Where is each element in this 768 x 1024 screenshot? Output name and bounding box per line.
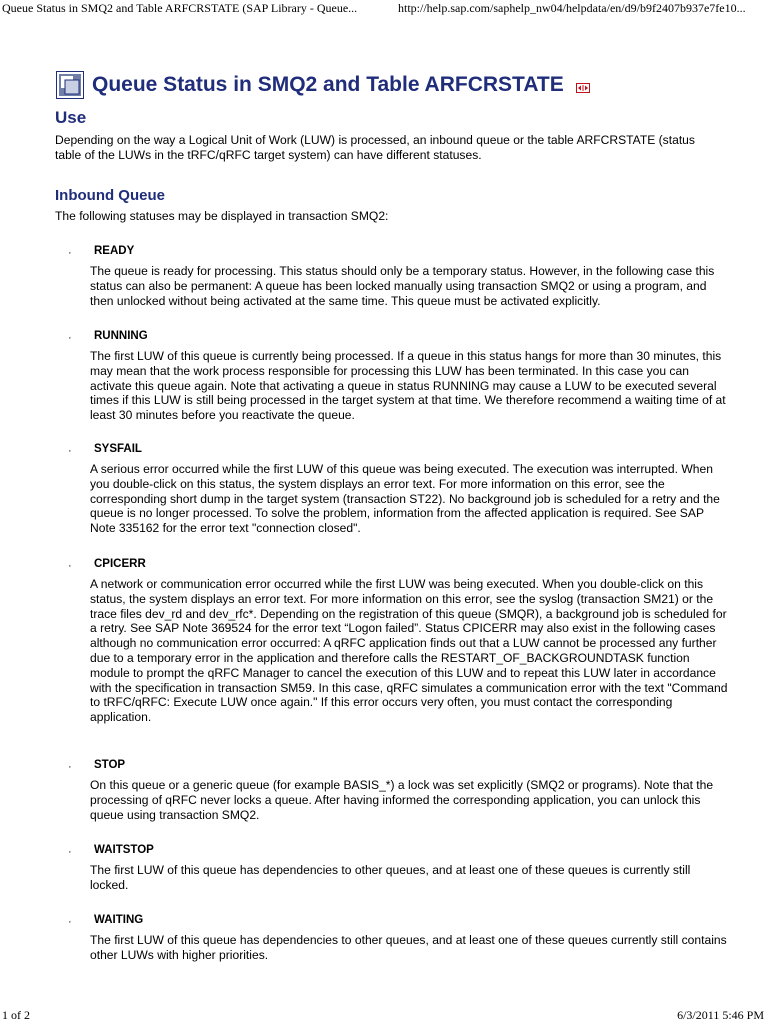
status-name: READY [94, 245, 135, 257]
print-datetime: 6/3/2011 5:46 PM [677, 1008, 764, 1022]
inbound-queue-heading: Inbound Queue [55, 187, 165, 204]
status-name: WAITSTOP [94, 844, 154, 856]
status-description: The queue is ready for processing. This status should only be a temporary status. However, in the following case this status can also be permanent: A queue has been locked manually using transaction SMQ2 or using a program, and then unlocked without being activated at the same time. This queue must be activated explicitly. [90, 264, 715, 308]
page-number: 1 of 2 [2, 1008, 30, 1022]
bullet: · [68, 846, 72, 858]
bullet: · [68, 247, 72, 259]
status-description: A serious error occurred while the first LUW of this queue was being executed. The execution was interrupted. When you double-click on this status, the system displays an error text. For more information on this error, see the corresponding short dump in the target system (transaction ST22). No background job is scheduled for a retry and the queue is no longer processed. To solve the problem, information from the affected application is required. See SAP Note 335162 for the error text "connection closed". [90, 462, 720, 536]
page-title-row [56, 68, 590, 102]
bullet: · [68, 560, 72, 572]
use-heading: Use [55, 108, 87, 127]
document-icon [56, 71, 84, 99]
status-name: WAITING [94, 914, 144, 926]
bullet: · [68, 916, 72, 928]
bullet: · [68, 445, 72, 457]
status-name: RUNNING [94, 330, 148, 342]
bullet: · [68, 761, 72, 773]
status-description: The first LUW of this queue has dependencies to other queues, and at least one of these queues currently still contains other LUWs with higher priorities. [90, 933, 727, 962]
status-description: The first LUW of this queue is currently being processed. If a queue in this status hangs for more than 30 minutes, this may mean that the work process responsible for processing this LUW has been terminated. In this case you can activate this queue again. Note that activating a queue in status RUNNING may cause a LUW to be executed several times if this LUW is still being processed in the target system at that time. We therefore recommend a waiting time of at least 30 minutes before you reactivate the queue. [90, 349, 726, 423]
page-title: Queue Status in SMQ2 and Table ARFCRSTATE [92, 73, 564, 96]
status-description: On this queue or a generic queue (for example BASIS_*) a lock was set explicitly (SMQ2 or programs). Note that the processing of qRFC never locks a queue. After having informed the corresponding application, you can unlock this queue using transaction SMQ2. [90, 778, 714, 822]
use-paragraph: Depending on the way a Logical Unit of Work (LUW) is processed, an inbound queue or the table ARFCRSTATE (status table of the LUWs in the tRFC/qRFC target system) can have different statuses. [55, 133, 695, 162]
bullet: · [68, 332, 72, 344]
status-description: The first LUW of this queue has dependencies to other queues, and at least one of these queues is currently still locked. [90, 863, 691, 892]
status-description: A network or communication error occurred while the first LUW was being executed. When you double-click on this status, the system displays an error text. For more information on this error, see the syslog (transaction SM21) or the trace files dev_rd and dev_rfc*. Depending on the registration of this queue (SMQR), a background job is scheduled for a retry. See SAP Note 369524 for the error text “Logon failed”. Status CPICERR may also exist in the following cases although no communication error occurred: A qRFC application finds out that a LUW cannot be processed any further due to a temporary error in the application and therefore calls the RESTART_OF_BACKGROUNDTASK function module to prompt the qRFC Manager to cancel the execution of this LUW and to repeat this LUW later in accordance with the specification in transaction SM59. In this case, qRFC simulates a communication error with the text "Command to tRFC/qRFC: Execute LUW once again." If this error occurs very often, you must contact the corresponding application. [90, 577, 728, 725]
inbound-intro: The following statuses may be displayed in transaction SMQ2: [55, 209, 389, 223]
navigation-icon[interactable] [576, 83, 590, 93]
status-name: SYSFAIL [94, 443, 142, 455]
print-header-title: Queue Status in SMQ2 and Table ARFCRSTATE (SAP Library - Queue... [2, 1, 358, 15]
print-header-url: http://help.sap.com/saphelp_nw04/helpdata/en/d9/b9f2407b937e7fe10... [398, 1, 746, 15]
status-name: STOP [94, 759, 126, 771]
status-name: CPICERR [94, 558, 146, 570]
